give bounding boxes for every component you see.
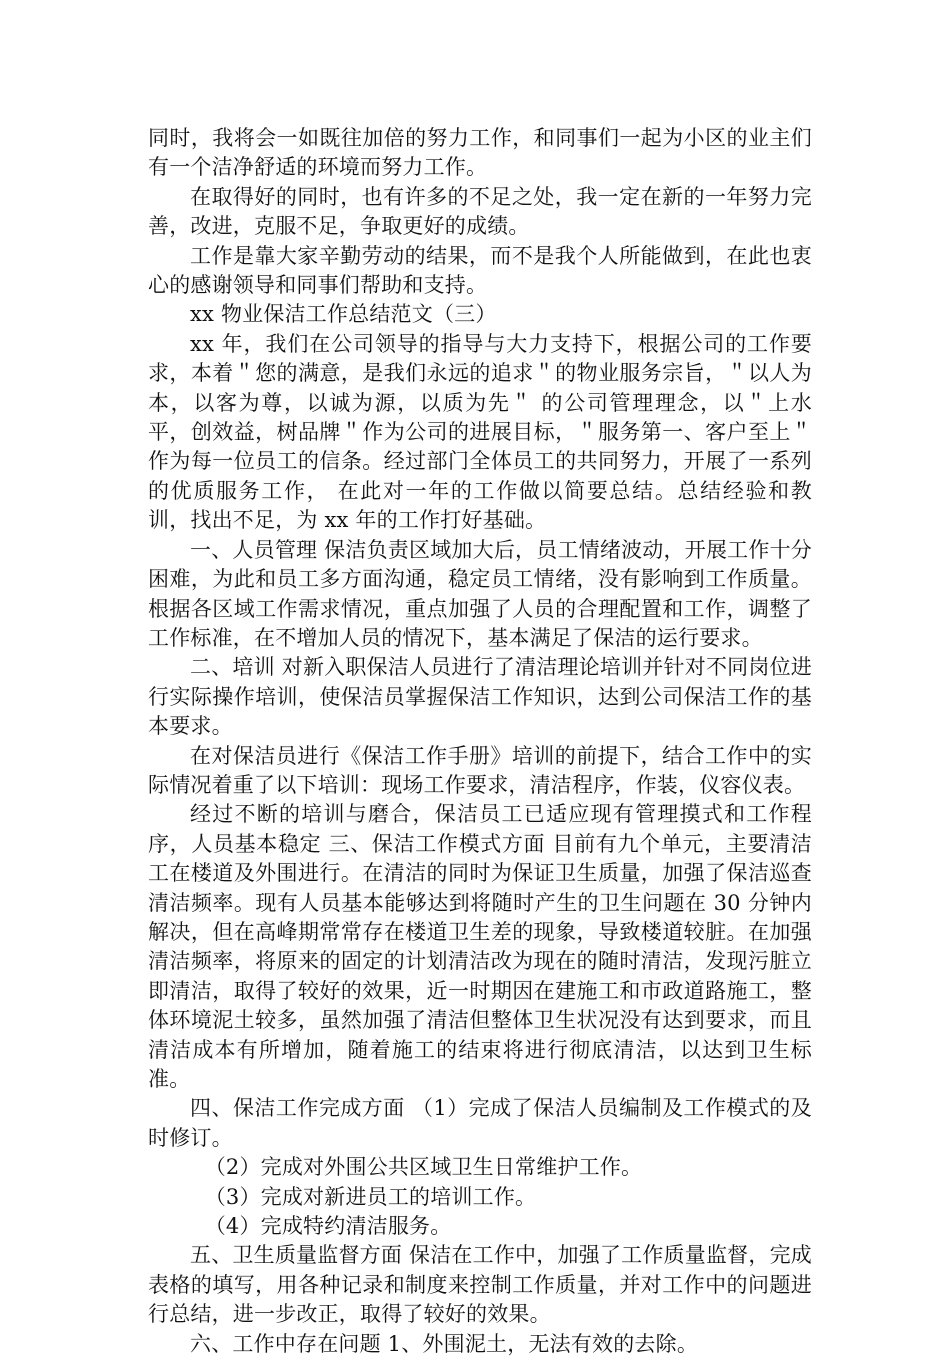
paragraph-staff-management: 一、人员管理 保洁负责区域加大后，员工情绪波动，开展工作十分困难，为此和员工多方面沟通，稳定员工情绪，没有影响到工作质量。根据各区域工作需求情况，重点加强了人员的合理配置和工作，调整了工作标准，在不增加人员的情况下，基本满足了保洁的运行要求。: [148, 537, 812, 650]
list-item-completion-4: （4）完成特约清洁服务。: [204, 1214, 452, 1239]
list-item-completion-3: （3）完成对新进员工的培训工作。: [204, 1184, 537, 1209]
paragraph-thanks: 工作是靠大家辛勤劳动的结果，而不是我个人所能做到，在此也衷心的感谢领导和同事们帮助和支持。: [148, 243, 812, 298]
list-item-completion-2: （2）完成对外围公共区域卫生日常维护工作。: [204, 1155, 643, 1180]
document-body: [148, 124, 812, 1359]
paragraph-intro: xx 年，我们在公司领导的指导与大力支持下，根据公司的工作要求，本着＂您的满意，是我们永远的追求＂的物业服务宗旨，＂以人为本，以客为尊，以诚为源，以质为先＂ 的公司管理理念，以＂上水平，创效益，树品牌＂作为公司的进展目标，＂服务第一、客户至上＂作为每一位员工的信条。经过部门全体员工的共同努力，开展了一系列的优质服务工作， 在此对一年的工作做以简要总结。总结经验和教训，找出不足，为 xx 年的工作打好基础。: [148, 331, 812, 533]
paragraph-work-mode: 经过不断的培训与磨合，保洁员工已适应现有管理摸式和工作程序，人员基本稳定 三、保洁工作模式方面 目前有九个单元，主要清洁工在楼道及外围进行。在清洁的同时为保证卫生质量，加强了保洁巡查清洁频率。现有人员基本能够达到将随时产生的卫生问题在 30 分钟内解决，但在高峰期常常存在楼道卫生差的现象，导致楼道较脏。在加强清洁频率，将原来的固定的计划清洁改为现在的随时清洁，发现污脏立即清洁，取得了较好的效果，近一时期因在建施工和市政道路施工，整体环境泥土较多，虽然加强了清洁但整体卫生状况没有达到要求，而且清洁成本有所增加，随着施工的结束将进行彻底清洁，以达到卫生标准。: [148, 802, 812, 1091]
paragraph-shortcomings: 在取得好的同时，也有许多的不足之处，我一定在新的一年努力完善，改进，克服不足，争取更好的成绩。: [148, 184, 812, 239]
paragraph-training: 二、培训 对新入职保洁人员进行了清洁理论培训并针对不同岗位进行实际操作培训，使保洁员掌握保洁工作知识，达到公司保洁工作的基本要求。: [148, 655, 812, 739]
paragraph-completion: 四、保洁工作完成方面 （1）完成了保洁人员编制及工作模式的及时修订。: [148, 1096, 812, 1150]
paragraph-problems: 六、工作中存在问题 1、外围泥土，无法有效的去除。: [190, 1331, 699, 1356]
paragraph-quality-supervision: 五、卫生质量监督方面 保洁在工作中，加强了工作质量监督，完成表格的填写，用各种记录和制度来控制工作质量，并对工作中的问题进行总结，进一步改正，取得了较好的效果。: [148, 1243, 812, 1327]
section-title: xx 物业保洁工作总结范文（三）: [190, 302, 497, 327]
paragraph-training-manual: 在对保洁员进行《保洁工作手册》培训的前提下，结合工作中的实际情况着重了以下培训：现场工作要求，清洁程序，作装，仪容仪表。: [148, 743, 812, 797]
paragraph-continuation: 同时，我将会一如既往加倍的努力工作，和同事们一起为小区的业主们有一个洁净舒适的环境而努力工作。: [148, 126, 812, 180]
